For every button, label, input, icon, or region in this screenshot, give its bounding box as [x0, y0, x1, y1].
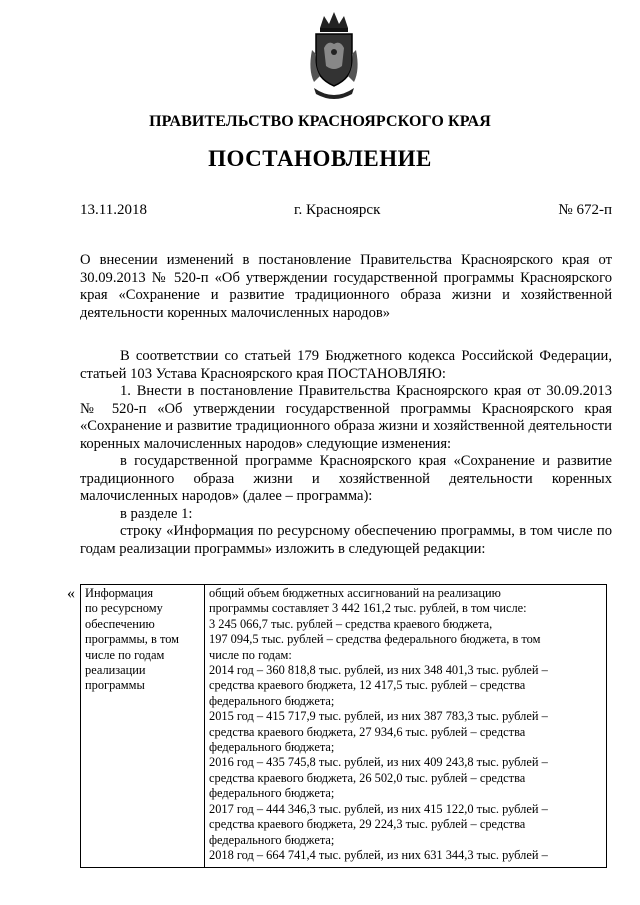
value-line: федерального бюджета;	[209, 740, 335, 755]
document-number: № 672-п	[558, 202, 612, 218]
value-line: программы составляет 3 442 161,2 тыс. рублей, в том числе:	[209, 601, 527, 616]
row-label-line: реализации	[85, 663, 146, 678]
row-label-line: числе по годам	[85, 647, 165, 662]
row-value-cell	[205, 585, 607, 868]
value-line: 2016 год – 435 745,8 тыс. рублей, из них 409 243,8 тыс. рублей –	[209, 755, 548, 770]
resource-info-table	[80, 584, 607, 868]
value-line: федерального бюджета;	[209, 832, 335, 847]
paragraph-replace-row: строку «Информация по ресурсному обеспечению программы, в том числе по годам реализации программы» изложить в следующей редакции:	[80, 523, 612, 557]
value-line: 197 094,5 тыс. рублей – средства федерального бюджета, в том	[209, 632, 541, 647]
value-line: средства краевого бюджета, 12 417,5 тыс. рублей – средства	[209, 678, 526, 693]
row-label-line: по ресурсному	[85, 601, 163, 616]
document-city: г. Красноярск	[294, 202, 381, 218]
value-line: средства краевого бюджета, 29 224,3 тыс. рублей – средства	[209, 817, 526, 832]
row-label-line: программы	[85, 678, 145, 693]
paragraph-program: в государственной программе Красноярского края «Сохранение и развитие традиционного образа жизни и хозяйственной деятельности коренных малочисленных народов» (далее – программа):	[80, 453, 612, 504]
government-title: ПРАВИТЕЛЬСТВО КРАСНОЯРСКОГО КРАЯ	[149, 113, 491, 130]
row-label-line: Информация	[85, 586, 154, 600]
paragraph-amend-decree: 1. Внести в постановление Правительства Красноярского края от 30.09.2013 № 520-п «Об утверждении государственной программы Красноярского края «Сохранение и развитие традиционного образа жизни и хозяйственной деятельности коренных малочисленных народов» следующие изменения:	[80, 383, 612, 452]
value-line: 2014 год – 360 818,8 тыс. рублей, из них 348 401,3 тыс. рублей –	[209, 663, 548, 678]
document-date: 13.11.2018	[80, 202, 147, 218]
row-label-line: программы, в том	[85, 632, 180, 647]
value-line: 2015 год – 415 717,9 тыс. рублей, из них 387 783,3 тыс. рублей –	[209, 709, 548, 724]
value-line: федерального бюджета;	[209, 786, 335, 801]
value-line: 2018 год – 664 741,4 тыс. рублей, из них 631 344,3 тыс. рублей –	[209, 847, 548, 862]
row-label-line: обеспечению	[85, 616, 155, 631]
value-line: федерального бюджета;	[209, 693, 335, 708]
document-body	[80, 348, 612, 558]
value-line: 3 245 066,7 тыс. рублей – средства краевого бюджета,	[209, 616, 493, 631]
opening-quote-mark: «	[67, 585, 75, 602]
value-line: 2017 год – 444 346,3 тыс. рублей, из них 415 122,0 тыс. рублей –	[209, 801, 548, 816]
paragraph-section: в разделе 1:	[120, 505, 193, 522]
value-line: общий объем бюджетных ассигнований на реализацию	[209, 586, 501, 600]
value-line: числе по годам:	[209, 647, 292, 662]
row-label-cell	[81, 585, 205, 868]
table-row	[81, 585, 607, 868]
coat-of-arms-emblem	[306, 10, 362, 102]
document-subject: О внесении изменений в постановление Правительства Красноярского края от 30.09.2013 № 520-п «Об утверждении государственной программы Красноярского края «Сохранение и развитие традиционного образа жизни и хозяйственной деятельности коренных малочисленных народов»	[80, 252, 612, 321]
document-type-title: ПОСТАНОВЛЕНИЕ	[208, 146, 432, 171]
value-line: средства краевого бюджета, 26 502,0 тыс. рублей – средства	[209, 770, 526, 785]
value-line: средства краевого бюджета, 27 934,6 тыс. рублей – средства	[209, 724, 526, 739]
paragraph-legal-basis: В соответствии со статьей 179 Бюджетного кодекса Российской Федерации, статьей 103 Устава Красноярского края ПОСТАНОВЛЯЮ:	[80, 348, 612, 382]
